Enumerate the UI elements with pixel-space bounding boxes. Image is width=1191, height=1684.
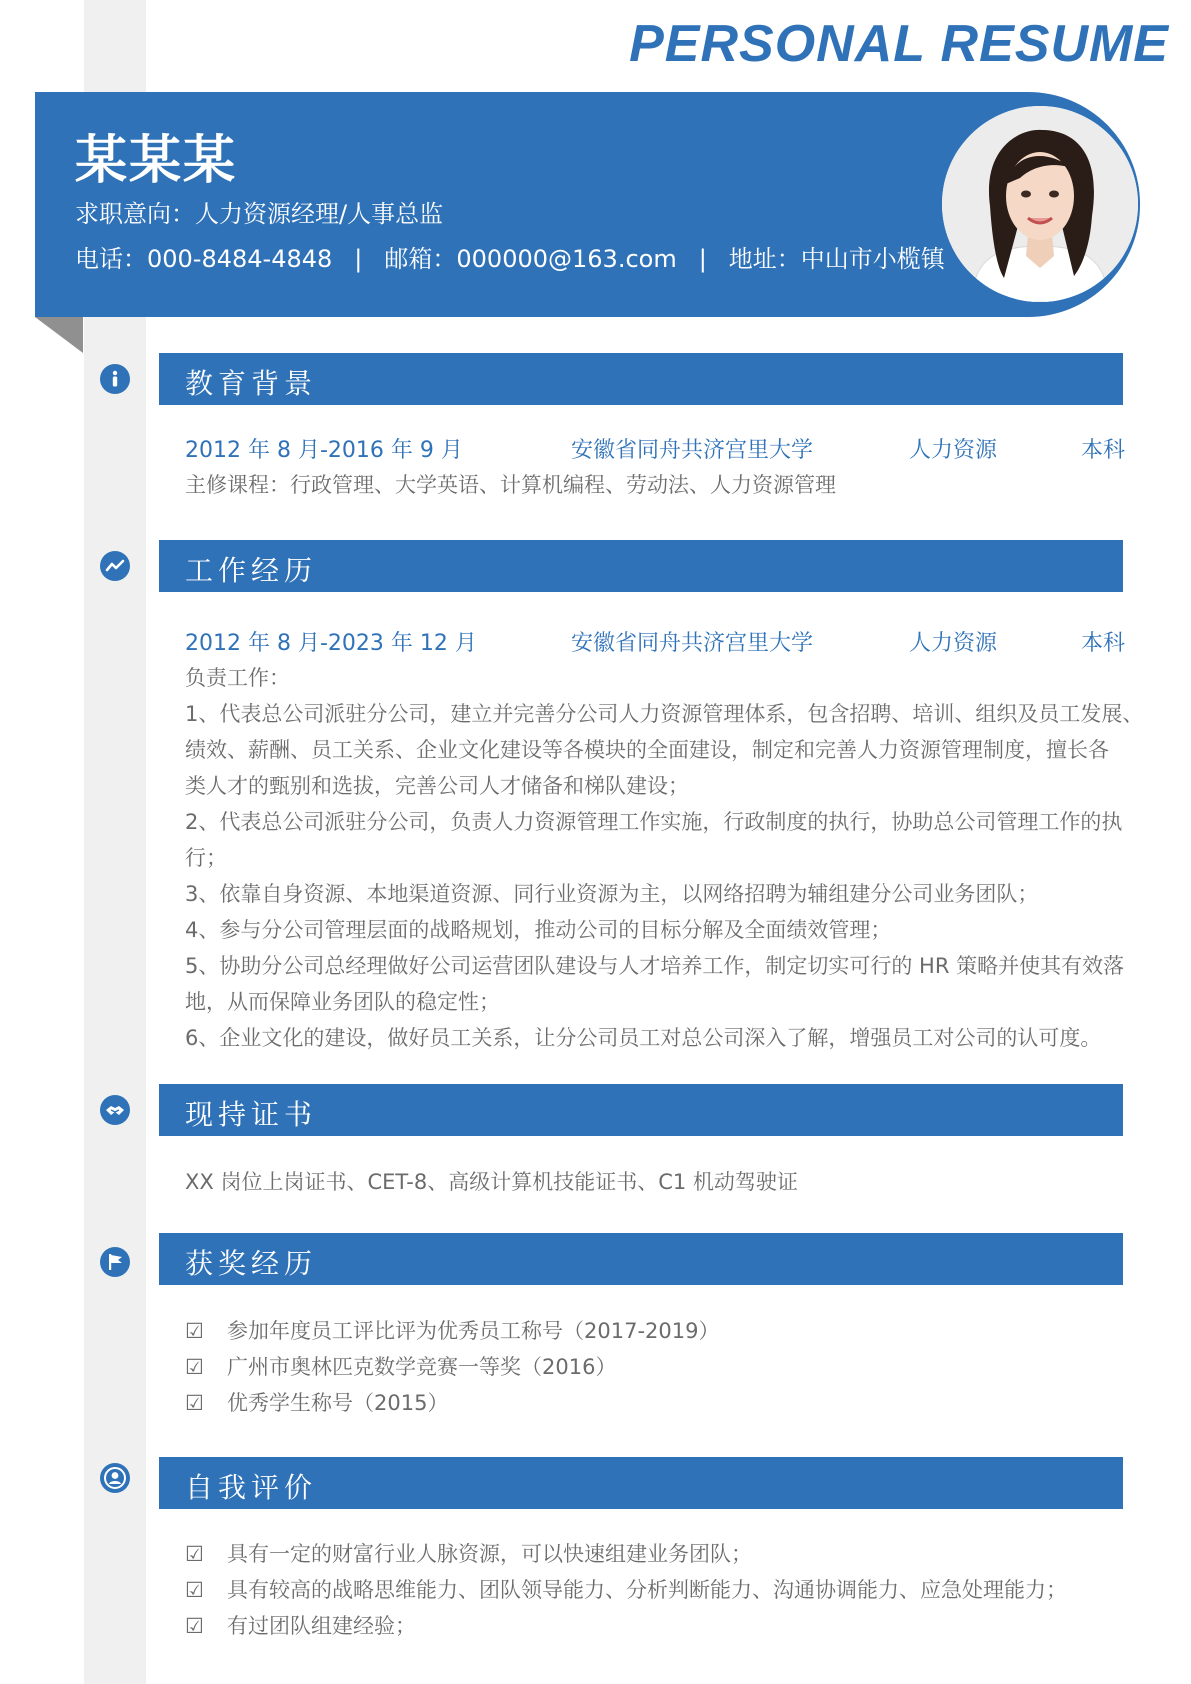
work-duty-line: 1、代表总公司派驻分公司，建立并完善分公司人力资源管理体系，包含招聘、培训、组织及员工发展、 [185, 702, 1144, 726]
work-duty-line: 3、依靠自身资源、本地渠道资源、同行业资源为主，以网络招聘为辅组建分公司业务团队； [185, 882, 1039, 906]
work-row [185, 626, 1126, 656]
self-eval-text: 有过团队组建经验； [227, 1614, 416, 1638]
work-company: 安徽省同舟共济宫里大学 [571, 631, 814, 656]
candidate-name: 某某某 [75, 131, 238, 191]
address-text: 地址：中山市小榄镇 [728, 245, 945, 273]
work-period: 2012 年 8 月-2023 年 12 月 [185, 631, 477, 656]
checkbox-icon: ☑ [185, 1355, 204, 1379]
self-eval-item [185, 1538, 752, 1568]
education-period: 2012 年 8 月-2016 年 9 月 [185, 438, 463, 463]
banner-fold-shadow [35, 317, 83, 353]
contact-separator: | [354, 245, 363, 273]
profile-photo [942, 106, 1138, 302]
section-title: 获奖经历 [185, 1247, 318, 1280]
section-title: 教育背景 [185, 367, 318, 400]
award-item [185, 1351, 616, 1381]
work-duties-label: 负责工作： [185, 666, 290, 690]
checkbox-icon: ☑ [185, 1391, 204, 1415]
education-degree: 本科 [1081, 438, 1126, 463]
section-header-education [159, 353, 1123, 405]
section-title: 自我评价 [185, 1471, 318, 1504]
handshake-icon [100, 1095, 130, 1125]
user-icon [100, 1463, 130, 1493]
checkbox-icon: ☑ [185, 1542, 204, 1566]
portrait-illustration [942, 106, 1138, 302]
work-duty-line: 绩效、薪酬、员工关系、企业文化建设等各模块的全面建设，制定和完善人力资源管理制度，擅长各 [185, 738, 1109, 762]
self-eval-item [185, 1610, 416, 1640]
work-duty-line: 类人才的甄别和选拔，完善公司人才储备和梯队建设； [185, 774, 689, 798]
work-duty-line: 4、参与分公司管理层面的战略规划，推动公司的目标分解及全面绩效管理； [185, 918, 892, 942]
certificates-text: XX 岗位上岗证书、CET-8、高级计算机技能证书、C1 机动驾驶证 [185, 1170, 798, 1194]
award-text: 广州市奥林匹克数学竞赛一等奖（2016） [227, 1355, 617, 1379]
section-header-work [159, 540, 1123, 592]
section-header-self-evaluation [159, 1457, 1123, 1509]
education-courses: 主修课程：行政管理、大学英语、计算机编程、劳动法、人力资源管理 [185, 473, 836, 497]
work-duty-line: 5、协助分公司总经理做好公司运营团队建设与人才培养工作，制定切实可行的 HR 策略并使其有效落 [185, 954, 1125, 978]
flag-icon [100, 1247, 130, 1277]
trend-chart-icon [100, 551, 130, 581]
checkbox-icon: ☑ [185, 1578, 204, 1602]
work-duty-line: 地，从而保障业务团队的稳定性； [185, 990, 500, 1014]
contact-separator: | [698, 245, 707, 273]
resume-title: PERSONAL RESUME [629, 15, 1169, 73]
checkbox-icon: ☑ [185, 1319, 204, 1343]
award-text: 优秀学生称号（2015） [227, 1391, 449, 1415]
award-text: 参加年度员工评比评为优秀员工称号（2017-2019） [227, 1319, 720, 1343]
section-header-certificates [159, 1084, 1123, 1136]
education-school: 安徽省同舟共济宫里大学 [571, 438, 814, 463]
self-eval-text: 具有一定的财富行业人脉资源，可以快速组建业务团队； [227, 1542, 752, 1566]
education-major: 人力资源 [909, 438, 998, 463]
contact-line [75, 239, 945, 274]
award-item [185, 1315, 719, 1345]
email-text: 邮箱：000000@163.com [384, 245, 677, 273]
phone-text: 电话：000-8484-4848 [75, 245, 333, 273]
award-item [185, 1387, 448, 1417]
checkbox-icon: ☑ [185, 1614, 204, 1638]
work-duty-line: 6、企业文化的建设，做好员工关系，让分公司员工对总公司深入了解，增强员工对公司的认可度。 [185, 1026, 1102, 1050]
work-duty-line: 2、代表总公司派驻分公司，负责人力资源管理工作实施，行政制度的执行，协助总公司管理工作的执 [185, 810, 1123, 834]
work-level: 本科 [1081, 631, 1126, 656]
section-header-awards [159, 1233, 1123, 1285]
self-eval-text: 具有较高的战略思维能力、团队领导能力、分析判断能力、沟通协调能力、应急处理能力； [227, 1578, 1067, 1602]
info-icon [100, 364, 130, 394]
job-objective: 求职意向：人力资源经理/人事总监 [75, 200, 444, 228]
work-duty-line: 行； [185, 846, 227, 870]
section-title: 工作经历 [185, 554, 318, 587]
section-title: 现持证书 [185, 1098, 318, 1131]
self-eval-item [185, 1574, 1067, 1604]
work-dept: 人力资源 [909, 631, 998, 656]
education-row [185, 433, 1126, 463]
